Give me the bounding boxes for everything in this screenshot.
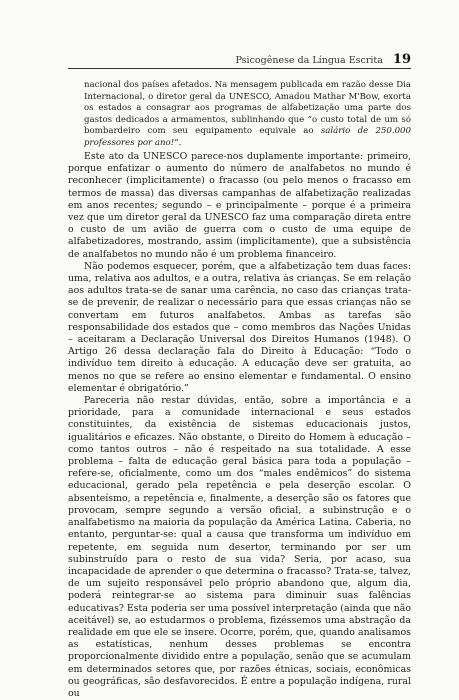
quote-text-1: nacional dos países afetados. Na mensagem publicada em razão desse Dia Internacional, o diretor geral da UNESCO, Amadou Mathar M'Bow, exorta os estados a consagrar aos programas de alfabetização uma parte dos gastos dedicados a armamentos, sublinhando que “o custo total de um só bombardeiro com seu equipamento equivale ao: [84, 80, 411, 137]
paragraph-2: Não podemos esquecer, porém, que a alfabetização tem duas faces: uma, relativa aos adultos, e a outra, relativa às crianças. Se em relação aos adultos trata-se de sanar uma carência, no caso das crianças trata-se de prevenir, de realizar o necessário para que essas crianças não se convertam em futuros analfabetos. Ambas as tarefas são responsabilidade dos estados que – como membros das Nações Unidas – aceitaram a Declaração Universal dos Direitos Humanos (1948). O Artigo 26 dessa declaração fala do Direito à Educação: “Todo o indivíduo tem direito à educação. A educação deve ser gratuita, ao menos no que se refere ao ensino elementar e fundamental. O ensino elementar é obrigatório.”: [68, 260, 411, 394]
body-text: [68, 151, 411, 700]
quote-text-2: ”.: [174, 137, 182, 148]
block-quote: [84, 80, 411, 150]
running-title: Psicogênese da Língua Escrita: [235, 55, 383, 66]
page-header: [68, 52, 411, 67]
page-number: 19: [392, 52, 411, 67]
paragraph-1: Este ato da UNESCO parece-nos duplamente importante: primeiro, porque enfatizar o aumento do número de analfabetos no mundo é reconhecer (implicitamente) o fracasso (ou pelo menos o fracasso em termos de massa) das diversas campanhas de alfabetização realizadas em anos recentes; segundo – e principalmente – porque é a primeira vez que um diretor geral da UNESCO faz uma comparação direta entre o custo de um avião de guerra com o custo de uma equipe de alfabetizadores, mostrando, assim (implicitamente), que a subsistência de analfabetos no mundo não é um problema financeiro.: [68, 151, 411, 260]
paragraph-3: Pareceria não restar dúvidas, então, sobre a importância e a prioridade, para a comunidade internacional e seus estados constituintes, da existência de sistemas educacionais justos, igualitários e eficazes. Não obstante, o Direito do Homem à educação – como tantos outros – não é respeitado na sua totalidade. A esse problema – falta de educação geral básica para toda a população – refere-se, oficialmente, como um dos “males endêmicos” do sistema educacional, gerado pela repetência e pela deserção escolar. O absenteísmo, a repetência e, finalmente, a deserção são os fatores que provocam, sempre segundo a versão oficial, a subinstrução e o analfabetismo na maioria da população da América Latina. Caberia, no entanto, perguntar-se: qual a causa que transforma um indivíduo em repetente, em seguida num desertor, terminando por ser um subinstruído para o resto de sua vida? Seria, por acaso, sua incapacidade de aprender o que determina o fracasso? Trata-se, talvez, de um sujeito responsável pelo próprio abandono que, algum dia, poderá reintegrar-se ao sistema para diminuir suas falências educativas? Esta poderia ser uma possível interpretação (ainda que não aceitável) se, ao estudarmos o problema, fizéssemos uma abstração da realidade em que ele se insere. Ocorre, porém, que, quando analisamos as estatísticas, nenhum desses problemas se encontra proporcionalmente dividido entre a população, senão que se acumulam em determinados setores que, por razões étnicas, sociais, econômicas ou geográficas, são desfavorecidos. É entre a população indígena, rural ou: [68, 395, 411, 699]
quote-text-italic: salário de 250.000 professores por ano!: [84, 126, 411, 148]
header-rule: [68, 68, 411, 69]
